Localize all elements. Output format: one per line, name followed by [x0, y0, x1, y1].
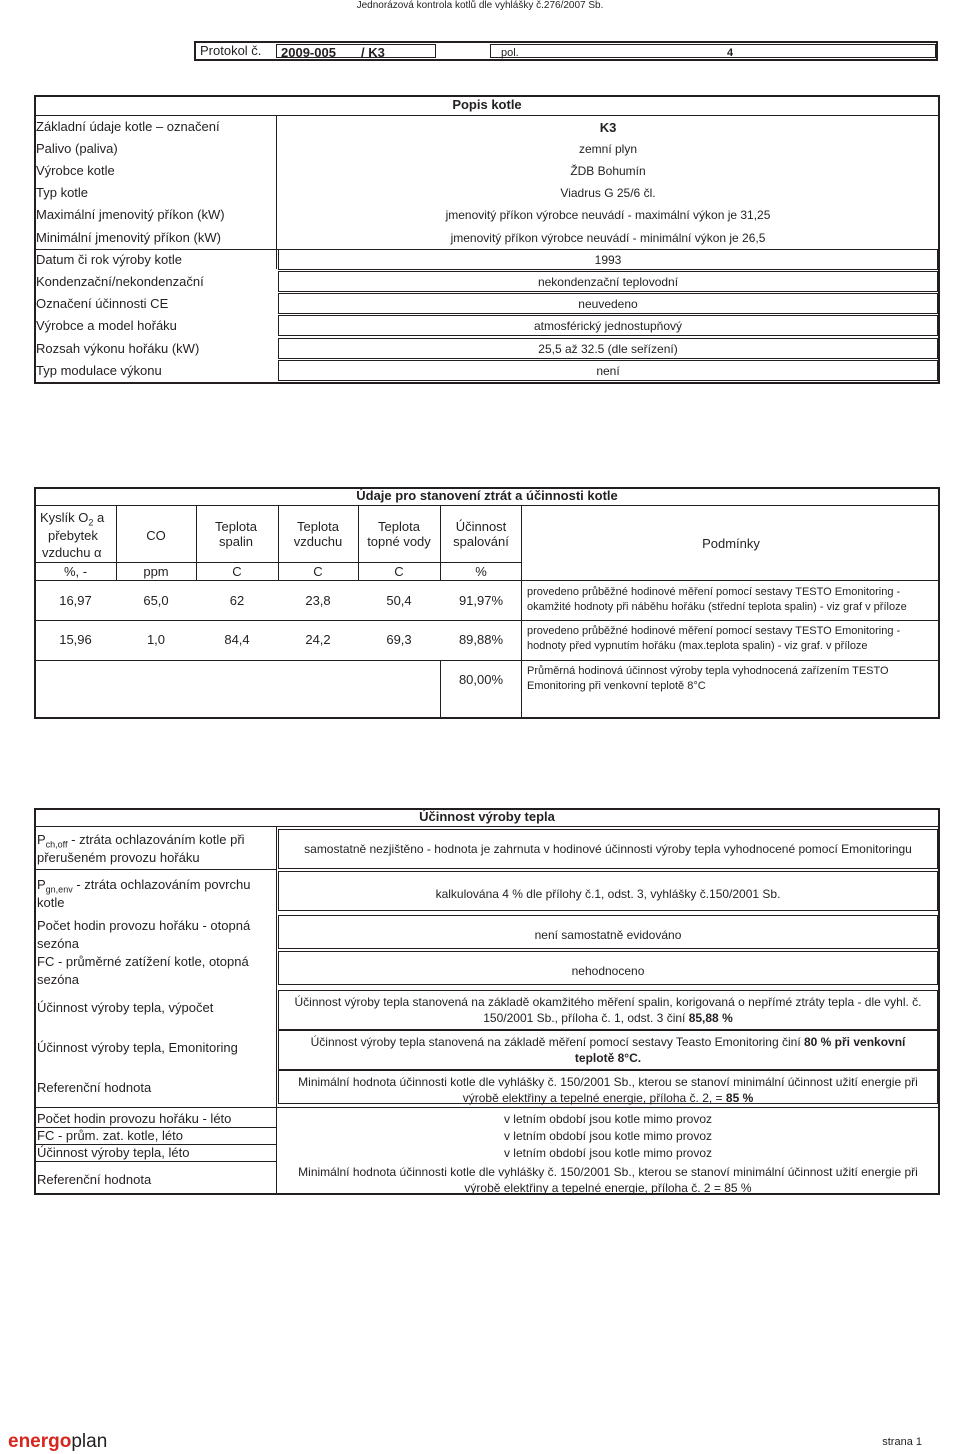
boiler-row-label: Palivo (paliva)	[36, 141, 118, 156]
losses-title: Údaje pro stanovení ztrát a účinnosti kotle	[356, 488, 618, 503]
loss-tair-value: 23,8	[305, 593, 331, 608]
value-cell	[278, 829, 938, 869]
divider	[35, 115, 939, 116]
heat-value-text: výrobě elektřiny a tepelné energie, příloha č. 2, =	[462, 1091, 726, 1105]
heat-row-label-text: FC - průměrné zatížení kotle, otopná	[37, 954, 249, 969]
loss-eff-value: 80,00%	[458, 672, 504, 687]
boiler-row-label: Základní údaje kotle – označení	[36, 119, 220, 134]
loss-twater-value: 69,3	[386, 632, 412, 647]
heat-value-line-1: není samostatně evidováno	[534, 928, 682, 942]
divider	[35, 249, 939, 250]
summer-row-value: v letním období jsou kotle mimo provoz	[503, 1112, 713, 1126]
condition-line-1: Průměrná hodinová účinnost výroby tepla vyhodnocená zařízením TESTO	[527, 665, 889, 677]
header-flue-temp: Teplota spalin	[215, 519, 257, 549]
value-cell	[278, 338, 938, 359]
heat-value-line-1: nehodnoceno	[571, 964, 645, 978]
divider	[35, 1161, 276, 1162]
value-cell	[278, 271, 938, 292]
boiler-row-label: Maximální jmenovitý příkon (kW)	[36, 207, 225, 222]
header-o2-line3: vzduchu α	[42, 545, 102, 560]
loss-o2-value: 15,96	[59, 632, 92, 647]
condition-line-1: provedeno průběžné hodinové měření pomocí sestavy TESTO Emonitoring -	[527, 625, 901, 637]
header-co: CO	[146, 528, 166, 543]
header-o2: Kyslík $O_2$ a	[40, 510, 105, 528]
boiler-row-value: neuvedeno	[578, 297, 638, 311]
divider	[35, 620, 939, 621]
heat-row-label-text: - ztráta ochlazováním kotle při	[67, 832, 245, 847]
boiler-row-value: 1993	[594, 253, 622, 267]
reference2-line-2: výrobě elektřiny a tepelné energie, příloha č. 2 = 85 %	[464, 1181, 752, 1195]
heat-value-line-1: kalkulována 4 % dle přílohy č.1, odst. 3, vyhlášky č.150/2001 Sb.	[435, 887, 781, 901]
heat-row-label-line2: sezóna	[37, 972, 79, 987]
value-cell	[278, 315, 938, 336]
divider	[276, 827, 277, 1194]
boiler-row-value: jmenovitý příkon výrobce neuvádí - minimální výkon je 26,5	[450, 231, 766, 245]
loss-co-value: 1,0	[146, 632, 166, 647]
loss-tflue-value: 84,4	[224, 632, 250, 647]
loss-o2-value: 16,97	[59, 593, 92, 608]
boiler-description-title: Popis kotle	[452, 97, 522, 112]
condition-line-2: Emonitoring při venkovní teplotě 8°C	[527, 680, 706, 692]
heat-row-label	[37, 1080, 151, 1095]
heat-value-highlight: 80 % při venkovní	[804, 1035, 906, 1049]
loss-tflue-value: 62	[229, 593, 245, 608]
reference2-label: Referenční hodnota	[37, 1172, 152, 1187]
heat-value-text: Účinnost výroby tepla stanovená na základě měření pomocí sestavy Teasto Emonitoring činí	[310, 1035, 804, 1049]
value-cell	[278, 951, 938, 985]
heat-row-label-subscript: gn,env	[45, 884, 73, 895]
heat-row-label-line2: sezóna	[37, 936, 79, 951]
value-cell	[278, 1070, 938, 1104]
heat-value-highlight: 85 %	[725, 1091, 754, 1105]
heat-row-label-text: Referenční hodnota	[37, 1080, 152, 1095]
heat-row-label-text: Počet hodin provozu hořáku - otopná	[37, 918, 251, 933]
protocol-bar	[194, 41, 938, 61]
divider	[35, 505, 939, 506]
pol-value: 4	[727, 47, 734, 59]
divider	[440, 660, 441, 718]
condition-line-2: okamžité hodnoty při náběhu hořáku (střední teplota spalin) - viz graf v příloze	[527, 601, 907, 613]
summer-row-value: v letním období jsou kotle mimo provoz	[503, 1146, 713, 1160]
unit-label: ppm	[143, 564, 169, 579]
heat-row-label	[37, 877, 250, 895]
boiler-row-value: jmenovitý příkon výrobce neuvádí - maximální výkon je 31,25	[445, 208, 771, 222]
divider	[276, 115, 277, 269]
value-cell	[278, 871, 938, 911]
boiler-row-value: ŽDB Bohumín	[570, 164, 646, 178]
boiler-row-value: není	[596, 364, 620, 378]
heat-row-label-text: Účinnost výroby tepla, Emonitoring	[37, 1040, 238, 1055]
loss-eff-value: 89,88%	[458, 632, 504, 647]
boiler-row-value: 25,5 až 32.5 (dle seřízení)	[538, 342, 678, 356]
pol-box	[490, 44, 936, 58]
divider	[35, 826, 939, 827]
heat-row-label-line2: kotle	[37, 895, 65, 910]
heat-value-line-1: samostatně nezjištěno - hodnota je zahrnuta v hodinové účinnosti výroby tepla vyhodnocené pomocí Emonitoringu	[304, 842, 912, 856]
header-conditions: Podmínky	[702, 536, 760, 551]
boiler-row-label: Výrobce a model hořáku	[36, 318, 177, 333]
protocol-label: Protokol č.	[200, 43, 262, 58]
boiler-row-label: Rozsah výkonu hořáku (kW)	[36, 341, 200, 356]
unit-label: %	[475, 564, 487, 579]
value-cell	[278, 1030, 938, 1070]
heat-row-label	[37, 1040, 238, 1055]
page-number: strana 1	[882, 1436, 922, 1448]
heat-row-label-text: P	[37, 832, 46, 847]
boiler-row-label: Typ kotle	[36, 185, 89, 200]
boiler-row-value: K3	[599, 120, 617, 135]
summer-row-value: v letním období jsou kotle mimo provoz	[503, 1129, 713, 1143]
value-cell	[278, 249, 938, 270]
loss-eff-value: 91,97%	[458, 593, 504, 608]
loss-co-value: 65,0	[143, 593, 169, 608]
boiler-row-value: atmosférický jednostupňový	[533, 319, 683, 333]
boiler-row-value: nekondenzační teplovodní	[537, 275, 679, 289]
heat-efficiency-title: Účinnost výroby tepla	[419, 809, 555, 824]
heat-row-label	[37, 1000, 213, 1015]
divider	[35, 1107, 939, 1108]
value-cell	[278, 293, 938, 314]
summer-row-label: FC - prům. zat. kotle, léto	[37, 1128, 183, 1143]
boiler-row-label: Minimální jmenovitý příkon (kW)	[36, 230, 221, 245]
condition-line-1: provedeno průběžné hodinové měření pomocí sestavy TESTO Emonitoring -	[527, 586, 901, 598]
unit-label: C	[232, 564, 242, 579]
heat-row-label-text: Účinnost výroby tepla, výpočet	[37, 1000, 214, 1015]
boiler-row-label: Datum či rok výroby kotle	[36, 252, 182, 267]
protocol-suffix: / K3	[361, 45, 385, 60]
energoplan-logo: energoplan	[8, 1431, 108, 1452]
heat-value-text: 150/2001 Sb., příloha č. 1, odst. 3 činí	[483, 1011, 689, 1025]
condition-line-2: hodnoty před vypnutím hořáku (max.teplota spalin) - viz graf. v příloze	[527, 640, 868, 652]
divider	[522, 580, 939, 581]
heat-row-label-text: P	[37, 877, 46, 892]
divider	[35, 660, 939, 661]
unit-label: C	[313, 564, 323, 579]
boiler-row-label: Kondenzační/nekondenzační	[36, 274, 204, 289]
heat-value-highlight: 85,88 %	[688, 1011, 733, 1025]
boiler-row-value: zemní plyn	[578, 142, 638, 156]
protocol-number-box	[276, 44, 436, 58]
reference2-line-1: Minimální hodnota účinnosti kotle dle vyhlášky č. 150/2001 Sb., kterou se stanoví minimální účinnost užití energie při	[298, 1165, 918, 1179]
heat-row-label-line2: přerušeném provozu hořáku	[37, 850, 200, 865]
value-cell	[278, 990, 938, 1030]
boiler-row-label: Označení účinnosti CE	[36, 296, 169, 311]
summer-row-label: Účinnost výroby tepla, léto	[37, 1145, 190, 1160]
protocol-number: 2009-005	[281, 45, 336, 60]
heat-row-label	[37, 954, 249, 969]
heat-value-line-1: Minimální hodnota účinnosti kotle dle vyhlášky č. 150/2001 Sb., kterou se stanoví minimální účinnost užití energie při	[298, 1075, 918, 1089]
loss-twater-value: 50,4	[386, 593, 412, 608]
heat-row-label-text: - ztráta ochlazováním povrchu	[72, 877, 251, 892]
loss-tair-value: 24,2	[305, 632, 331, 647]
unit-label: C	[394, 564, 404, 579]
divider	[35, 580, 521, 581]
boiler-row-label: Typ modulace výkonu	[36, 363, 162, 378]
heat-row-label	[37, 918, 250, 933]
heat-value-line-1: Účinnost výroby tepla stanovená na základě okamžitého měření spalin, korigovaná o nepřímé ztráty tepla - dle vyhl. č.	[294, 995, 922, 1009]
value-cell	[278, 360, 938, 381]
header-o2-line2: přebytek	[48, 528, 98, 543]
heat-row-label-subscript: ch,off	[45, 839, 68, 850]
document-header-note: Jednorázová kontrola kotlů dle vyhlášky č.276/2007 Sb.	[356, 0, 604, 11]
reference2-value	[278, 1164, 938, 1196]
pol-label: pol.	[501, 47, 519, 59]
heat-row-label	[37, 832, 245, 850]
header-efficiency: Účinnost spalování	[453, 519, 509, 549]
boiler-row-label: Výrobce kotle	[36, 163, 115, 178]
boiler-row-value: Viadrus G 25/6 čl.	[560, 186, 656, 200]
divider	[35, 869, 276, 870]
heat-value-highlight: teplotě 8°C.	[574, 1051, 642, 1065]
summer-row-label: Počet hodin provozu hořáku - léto	[37, 1111, 232, 1126]
header-air-temp: Teplota vzduchu	[293, 519, 343, 549]
header-water-temp: Teplota topné vody	[367, 519, 431, 549]
unit-label: %, -	[63, 564, 88, 579]
value-cell	[278, 915, 938, 949]
